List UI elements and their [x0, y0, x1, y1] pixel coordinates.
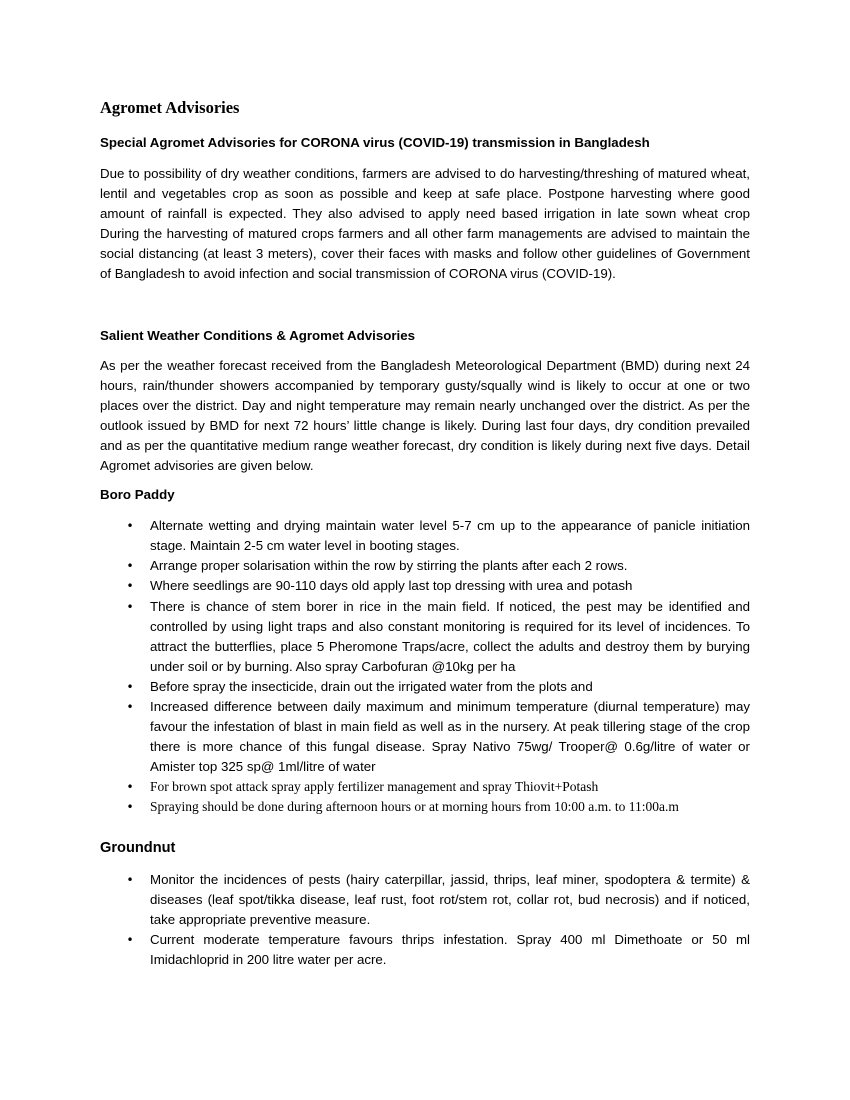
list-item [100, 697, 750, 777]
bullet-icon: • [126, 579, 134, 594]
bullet-icon: • [126, 679, 134, 694]
list-item [100, 930, 750, 970]
list-item [100, 777, 750, 797]
list-item [100, 677, 750, 697]
list-item-text: Alternate wetting and drying maintain water level 5-7 cm up to the appearance of panicle initiation stage. Maintain 2-5 cm water level in booting stages. [150, 518, 750, 554]
covid-advisory-heading: Special Agromet Advisories for CORONA virus (COVID-19) transmission in Bangladesh [100, 135, 650, 150]
list-item [100, 597, 750, 677]
boro-paddy-list [100, 516, 750, 817]
page-title: Agromet Advisories [100, 98, 240, 117]
groundnut-heading: Groundnut [100, 839, 176, 856]
document-page [100, 98, 750, 970]
list-item-text: Where seedlings are 90-110 days old apply last top dressing with urea and potash [150, 578, 633, 594]
section-spacer [100, 818, 750, 838]
list-item [100, 556, 750, 576]
list-item-text: Monitor the incidences of pests (hairy caterpillar, jassid, thrips, leaf miner, spodoptera & termite) & diseases (leaf spot/tikka disease, leaf rust, foot rot/stem rot, collar rot, bud necrosis) and if noticed, take appropriate preventive measure. [150, 871, 750, 927]
list-item [100, 797, 750, 817]
bullet-icon: • [126, 800, 134, 815]
weather-conditions-heading: Salient Weather Conditions & Agromet Advisories [100, 327, 415, 343]
list-item-text: Increased difference between daily maximum and minimum temperature (diurnal temperature) may favour the infestation of blast in main field as well as in the nursery. At peak tillering stage of the crop there is more chance of this fungal disease. Spray Nativo 75wg/ Trooper@ 0.6g/litre of water or Amister top 325 sp@ 1ml/litre of water [150, 698, 750, 775]
list-item-text: Arrange proper solarisation within the row by stirring the plants after each 2 rows. [150, 558, 628, 574]
covid-advisory-paragraph: Due to possibility of dry weather conditions, farmers are advised to do harvesting/threshing of matured wheat, lentil and vegetables crop as soon as possible and keep at safe place. Postpone harvesting where good amount of rainfall is expected. They also advised to apply need based irrigation in late sown wheat crop During the harvesting of matured crops farmers and all other farm managements are advised to maintain the social distancing (at least 3 meters), cover their faces with masks and follow other guidelines of Government of Bangladesh to avoid infection and social transmission of CORONA virus (COVID-19). [100, 166, 750, 282]
bullet-icon: • [126, 780, 134, 795]
weather-conditions-paragraph: As per the weather forecast received from the Bangladesh Meteorological Department (BMD) during next 24 hours, rain/thunder showers accompanied by temporary gusty/squally wind is likely to occur at one or two places over the district. Day and night temperature may remain nearly unchanged over the district. As per the outlook issued by BMD for next 72 hours’ little change is likely. During last four days, dry condition prevailed and as per the quantitative medium range weather forecast, dry condition is likely during next five days. Detail Agromet advisories are given below. [100, 357, 750, 474]
bullet-icon: • [126, 519, 134, 534]
list-item [100, 576, 750, 596]
list-item-text: Before spray the insecticide, drain out the irrigated water from the plots and [150, 678, 593, 694]
bullet-icon: • [126, 599, 134, 614]
section-spacer [100, 285, 750, 327]
list-item-text: For brown spot attack spray apply fertilizer management and spray Thiovit+Potash [150, 779, 599, 795]
list-item-text: Spraying should be done during afternoon hours or at morning hours from 10:00 a.m. to 11:00a.m [150, 799, 679, 815]
bullet-icon: • [126, 699, 134, 714]
list-item-text: There is chance of stem borer in rice in the main field. If noticed, the pest may be identified and controlled by using light traps and also constant monitoring is required for its level of incidences. To attract the butterflies, place 5 Pheromone Traps/acre, collect the adults and destroy them by burying under soil or by burning. Also spray Carbofuran @10kg per ha [150, 598, 750, 674]
list-item [100, 870, 750, 930]
list-item [100, 516, 750, 556]
boro-paddy-heading: Boro Paddy [100, 487, 175, 503]
bullet-icon: • [126, 872, 134, 887]
groundnut-list [100, 870, 750, 970]
bullet-icon: • [126, 559, 134, 574]
bullet-icon: • [126, 932, 134, 947]
list-item-text: Current moderate temperature favours thrips infestation. Spray 400 ml Dimethoate or 50 ml Imidachloprid in 200 litre water per acre. [150, 931, 750, 967]
